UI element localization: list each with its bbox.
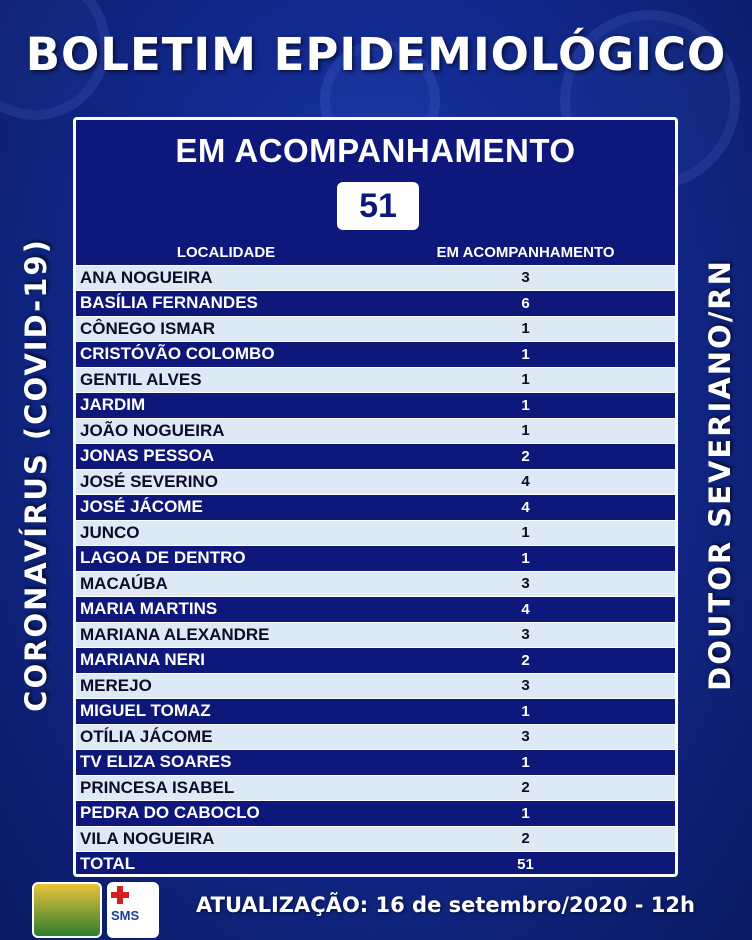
total-label: TOTAL bbox=[76, 852, 376, 878]
side-label-coronavirus: CORONAVÍRUS (COVID-19) bbox=[19, 238, 53, 712]
table-total-row bbox=[76, 852, 675, 878]
locality-name: JOSÉ JÁCOME bbox=[76, 495, 376, 521]
column-header-locality: LOCALIDADE bbox=[76, 241, 376, 265]
table-row bbox=[76, 418, 675, 444]
locality-name: PEDRA DO CABOCLO bbox=[76, 801, 376, 827]
table-row bbox=[76, 775, 675, 801]
locality-count: 3 bbox=[376, 724, 675, 750]
locality-name: MARIANA ALEXANDRE bbox=[76, 622, 376, 648]
locality-name: VILA NOGUEIRA bbox=[76, 826, 376, 852]
locality-count: 1 bbox=[376, 316, 675, 342]
locality-count: 2 bbox=[376, 775, 675, 801]
locality-name: MARIA MARTINS bbox=[76, 597, 376, 623]
panel-header bbox=[76, 120, 675, 241]
locality-name: MARIANA NERI bbox=[76, 648, 376, 674]
locality-count: 4 bbox=[376, 597, 675, 623]
update-timestamp: ATUALIZAÇÃO: 16 de setembro/2020 - 12h bbox=[196, 893, 695, 917]
locality-count: 1 bbox=[376, 418, 675, 444]
total-badge: 51 bbox=[337, 182, 419, 230]
locality-count: 3 bbox=[376, 571, 675, 597]
locality-count: 1 bbox=[376, 699, 675, 725]
table-row bbox=[76, 724, 675, 750]
sms-logo bbox=[107, 882, 159, 938]
locality-count: 1 bbox=[376, 801, 675, 827]
side-label-city: DOUTOR SEVERIANO/RN bbox=[703, 259, 737, 691]
table-row bbox=[76, 495, 675, 521]
table-row bbox=[76, 648, 675, 674]
table-row bbox=[76, 826, 675, 852]
locality-name: CRISTÓVÃO COLOMBO bbox=[76, 342, 376, 368]
locality-count: 2 bbox=[376, 826, 675, 852]
municipality-crest-logo bbox=[32, 882, 102, 938]
bulletin-panel bbox=[73, 117, 678, 877]
table-row bbox=[76, 393, 675, 419]
table-row bbox=[76, 699, 675, 725]
locality-count: 1 bbox=[376, 546, 675, 572]
locality-name: OTÍLIA JÁCOME bbox=[76, 724, 376, 750]
locality-name: CÔNEGO ISMAR bbox=[76, 316, 376, 342]
locality-count: 1 bbox=[376, 342, 675, 368]
table-row bbox=[76, 265, 675, 291]
table-row bbox=[76, 291, 675, 317]
table-row bbox=[76, 520, 675, 546]
locality-count: 1 bbox=[376, 520, 675, 546]
table-row bbox=[76, 316, 675, 342]
table-row bbox=[76, 546, 675, 572]
locality-count: 2 bbox=[376, 444, 675, 470]
locality-name: ANA NOGUEIRA bbox=[76, 265, 376, 291]
locality-name: LAGOA DE DENTRO bbox=[76, 546, 376, 572]
locality-count: 6 bbox=[376, 291, 675, 317]
table-row bbox=[76, 342, 675, 368]
locality-name: PRINCESA ISABEL bbox=[76, 775, 376, 801]
locality-name: MEREJO bbox=[76, 673, 376, 699]
locality-count: 3 bbox=[376, 673, 675, 699]
locality-count: 4 bbox=[376, 469, 675, 495]
locality-count: 3 bbox=[376, 265, 675, 291]
table-row bbox=[76, 801, 675, 827]
table-row bbox=[76, 444, 675, 470]
locality-count: 1 bbox=[376, 367, 675, 393]
table-row bbox=[76, 367, 675, 393]
table-row bbox=[76, 597, 675, 623]
table-header-row bbox=[76, 241, 675, 265]
locality-count: 1 bbox=[376, 750, 675, 776]
locality-name: JOÃO NOGUEIRA bbox=[76, 418, 376, 444]
total-count: 51 bbox=[376, 852, 675, 878]
locality-count: 4 bbox=[376, 495, 675, 521]
table-row bbox=[76, 469, 675, 495]
locality-count: 2 bbox=[376, 648, 675, 674]
red-cross-icon bbox=[111, 886, 129, 904]
table-row bbox=[76, 622, 675, 648]
locality-name: GENTIL ALVES bbox=[76, 367, 376, 393]
locality-name: JONAS PESSOA bbox=[76, 444, 376, 470]
column-header-count: EM ACOMPANHAMENTO bbox=[376, 241, 675, 265]
table-row bbox=[76, 673, 675, 699]
locality-count: 1 bbox=[376, 393, 675, 419]
panel-title: EM ACOMPANHAMENTO bbox=[175, 132, 576, 169]
sms-logo-text: SMS bbox=[111, 908, 140, 923]
locality-name: TV ELIZA SOARES bbox=[76, 750, 376, 776]
table-row bbox=[76, 571, 675, 597]
table-row bbox=[76, 750, 675, 776]
locality-name: MACAÚBA bbox=[76, 571, 376, 597]
page-title: BOLETIM EPIDEMIOLÓGICO bbox=[25, 28, 727, 81]
locality-count: 3 bbox=[376, 622, 675, 648]
locality-name: JARDIM bbox=[76, 393, 376, 419]
locality-table bbox=[76, 241, 675, 877]
locality-name: BASÍLIA FERNANDES bbox=[76, 291, 376, 317]
locality-name: JUNCO bbox=[76, 520, 376, 546]
locality-name: MIGUEL TOMAZ bbox=[76, 699, 376, 725]
locality-name: JOSÉ SEVERINO bbox=[76, 469, 376, 495]
